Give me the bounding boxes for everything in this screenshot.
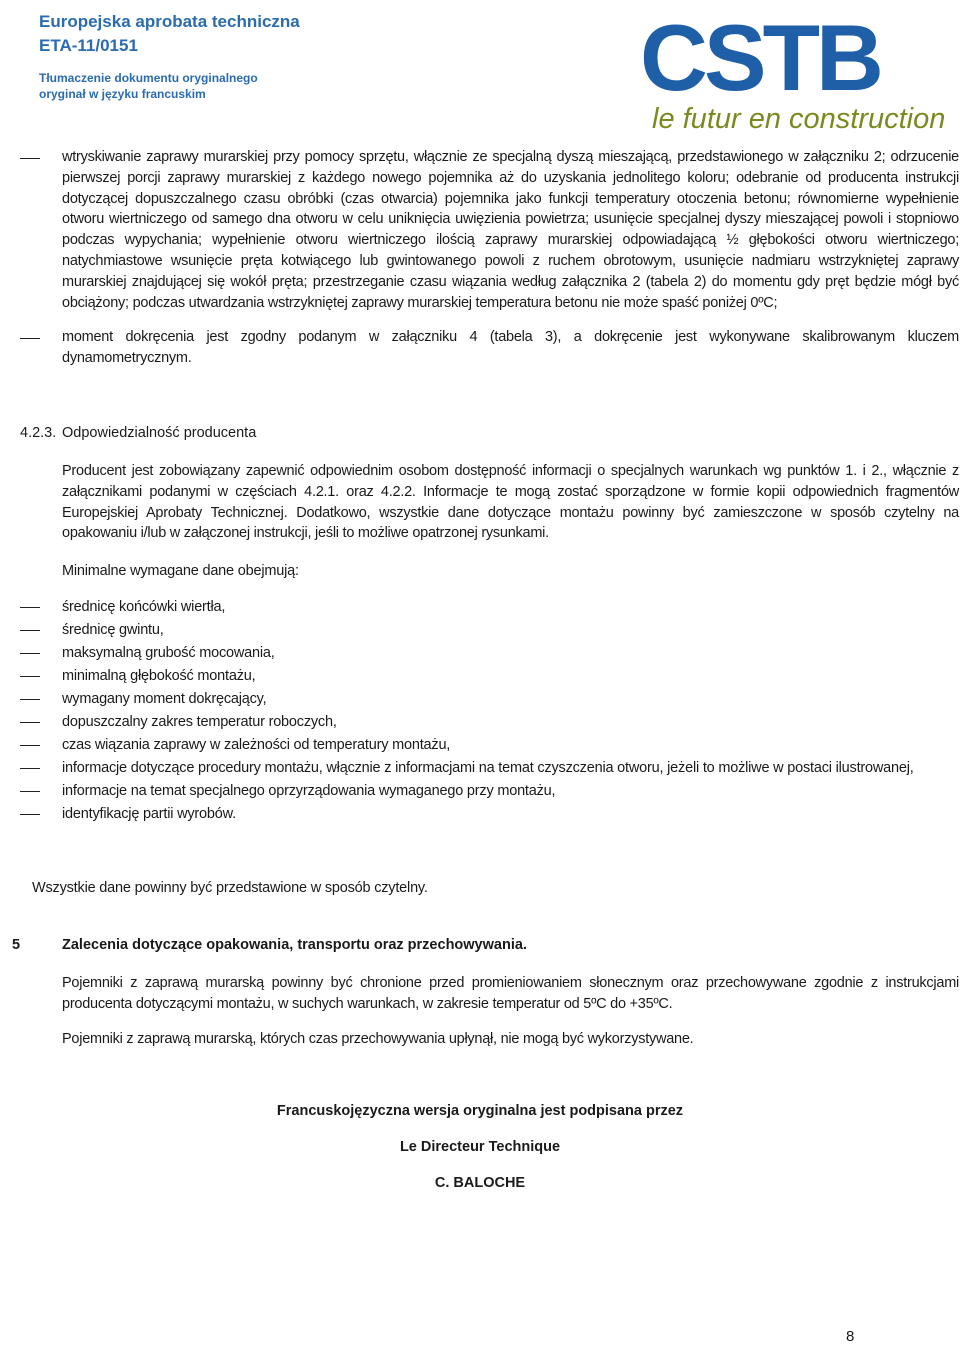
list-item: średnicę gwintu,	[62, 622, 164, 638]
bullet-dash	[20, 607, 40, 608]
section-number: 4.2.3.	[20, 425, 57, 441]
section-number: 5	[12, 937, 21, 953]
list-item: średnicę końcówki wiertła,	[62, 599, 226, 615]
section-title: Odpowiedzialność producenta	[62, 425, 257, 441]
closing-note: Wszystkie dane powinny być przedstawione w sposób czytelny.	[32, 880, 428, 896]
logo-wordmark: CSTB	[640, 8, 880, 110]
header-eta-number: ETA-11/0151	[39, 36, 138, 55]
section-paragraph: Pojemniki z zaprawą murarską, których czas przechowywania upłynął, nie mogą być wykorzystywane.	[62, 1031, 694, 1047]
document-header	[39, 10, 300, 102]
list-intro: Minimalne wymagane dane obejmują:	[62, 563, 299, 579]
signatory-name: C. BALOCHE	[434, 1175, 526, 1191]
list-item: wymagany moment dokręcający,	[62, 691, 267, 707]
section-paragraph: Producent jest zobowiązany zapewnić odpowiednim osobom dostępność informacji o specjalnych warunkach wg punktów 1. i 2., włącznie z załącznikami podanymi w częściach 4.2.1. oraz 4.2.2. Informacje te mogą zostać sporządzone w formie kopii odpowiednich fragmentów Europejskiej Aprobaty Technicznej. Dodatkowo, wszystkie dane dotyczące montażu powinny być zamieszczone w sposób czytelny na opakowaniu i/lub w załączonej instrukcji, jeśli to możliwe opatrzonej rysunkami.	[62, 463, 959, 542]
signature-statement: Francuskojęzyczna wersja oryginalna jest podpisana przez	[276, 1103, 684, 1119]
section-paragraph: Pojemniki z zaprawą murarską powinny być chronione przed promieniowaniem słonecznym oraz przechowywane zgodnie z instrukcjami producenta dotyczącymi montażu, w suchych warunkach, w zakresie temperatur od 5ºC do +35ºC.	[62, 975, 959, 1012]
bullet-dash	[20, 653, 40, 654]
header-translation-note: Tłumaczenie dokumentu oryginalnego	[39, 71, 258, 85]
list-item: maksymalną grubość mocowania,	[62, 645, 275, 661]
list-item: informacje dotyczące procedury montażu, włącznie z informacjami na temat czyszczenia otworu, jeżeli to możliwe w postaci ilustrowanej,	[62, 760, 914, 776]
header-title: Europejska aprobata techniczna	[39, 12, 300, 31]
cstb-logo	[626, 8, 952, 136]
bullet-dash	[20, 722, 40, 723]
bullet-dash	[20, 791, 40, 792]
intro-bullet-text: moment dokręcenia jest zgodny podanym w załączniku 4 (tabela 3), a dokręcenie jest wykonywane skalibrowanym kluczem dynamometrycznym.	[62, 329, 959, 366]
bullet-dash	[20, 699, 40, 700]
list-item: minimalną głębokość montażu,	[62, 668, 256, 684]
logo-tagline: le futur en construction	[652, 103, 946, 135]
intro-bullet-text: wtryskiwanie zaprawy murarskiej przy pomocy sprzętu, włącznie ze specjalną dyszą mieszającą, przedstawionego w załączniku 2; odrzucenie pierwszej porcji zaprawy murarskiej z każdego nowego pojemnika aż do uzyskania jednolitego koloru; odebranie od producenta instrukcji dotyczącej dopuszczalnego czasu obróbki (czas otwarcia) pojemnika jako funkcji temperatury otoczenia betonu; równomierne wypełnienie otworu wiertniczego od samego dna otworu w celu uniknięcia uwięzienia powietrza; usunięcie specjalnej dyszy mieszającej powoli i stopniowo podczas wypychania; wypełnienie otworu wiertniczego ilością zaprawy murarskiej odpowiadającą ½ głębokości otworu wiertniczego; natychmiastowe wsunięcie pręta kotwiącego lub gwintowanego powoli z ruchem obrotowym, usunięcie nadmiaru wstrzykniętej zaprawy murarskiej znajdującej się wokół pręta; przestrzeganie czasu wiązania według załącznika 2 (tabela 2) do momentu gdy pręt będzie mógł być obciążony; podczas utwardzania wstrzykniętej zaprawy murarskiej temperatura betonu nie może spaść poniżej 0ºC;	[62, 149, 959, 311]
page-number: 8	[846, 1328, 855, 1345]
list-item: czas wiązania zaprawy w zależności od temperatury montażu,	[62, 737, 451, 753]
bullet-dash	[20, 158, 40, 159]
bullet-dash	[20, 630, 40, 631]
bullet-dash	[20, 814, 40, 815]
section-title: Zalecenia dotyczące opakowania, transportu oraz przechowywania.	[62, 937, 527, 953]
bullet-dash	[20, 338, 40, 339]
list-item: dopuszczalny zakres temperatur roboczych,	[62, 714, 337, 730]
bullet-dash	[20, 676, 40, 677]
header-original-language: oryginał w języku francuskim	[39, 87, 206, 101]
list-item: identyfikację partii wyrobów.	[62, 806, 236, 822]
list-item: informacje na temat specjalnego oprzyrządowania wymaganego przy montażu,	[62, 783, 556, 799]
signatory-title: Le Directeur Technique	[399, 1139, 561, 1155]
bullet-dash	[20, 768, 40, 769]
bullet-dash	[20, 745, 40, 746]
